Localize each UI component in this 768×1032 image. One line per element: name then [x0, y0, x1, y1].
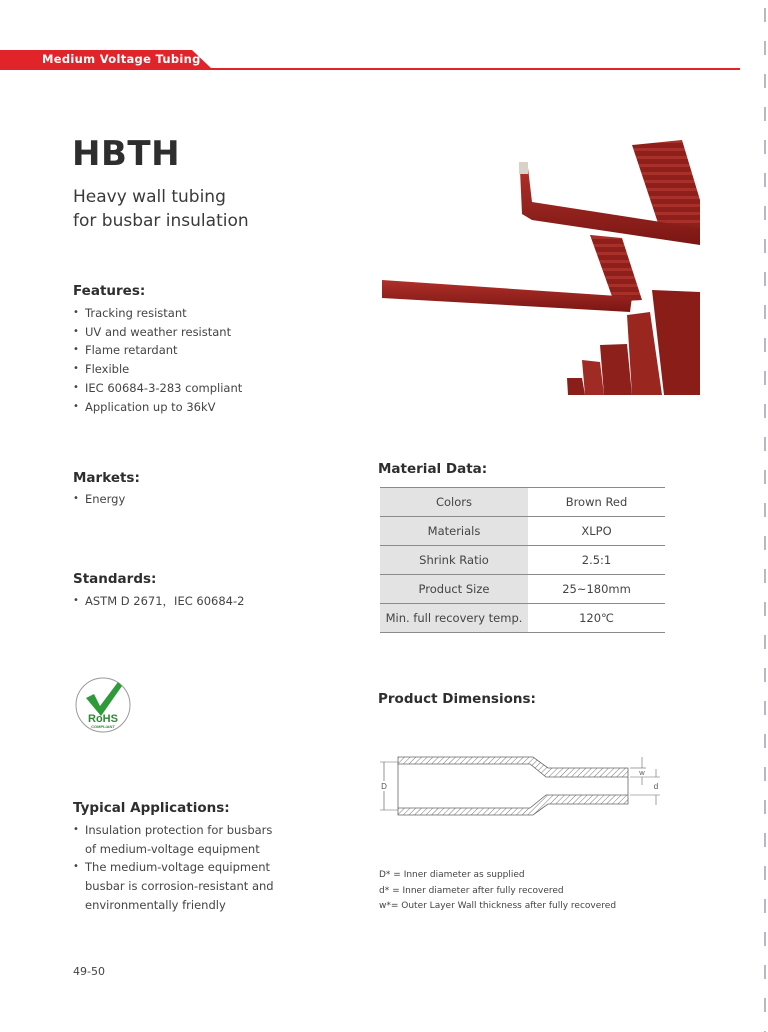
lower-busbar	[382, 280, 632, 312]
table-row	[380, 575, 665, 604]
page-number: 49-50	[73, 965, 105, 978]
application-item	[73, 858, 274, 914]
standard-item: • ASTM D 2671，IEC 60684-2	[73, 592, 244, 611]
features-list	[73, 304, 242, 416]
page-edge-dashes	[764, 8, 766, 1032]
feature-item: • Flame retardant	[73, 341, 242, 360]
table-row	[380, 546, 665, 575]
markets-heading: Markets:	[73, 470, 140, 486]
housing-fin-4	[582, 360, 604, 395]
feature-item: • Application up to 36kV	[73, 398, 242, 417]
table-row	[380, 488, 665, 517]
top-wall	[398, 757, 628, 777]
standards-heading: Standards:	[73, 571, 157, 587]
row-key: Min. full recovery temp.	[380, 604, 528, 633]
rohs-subtext: COMPLIANT	[91, 724, 115, 729]
product-title: HBTH	[72, 134, 181, 174]
market-item: • Energy	[73, 490, 125, 509]
application-item	[73, 821, 274, 858]
row-value: Brown Red	[528, 488, 665, 517]
row-key: Materials	[380, 517, 528, 546]
row-value: 2.5:1	[528, 546, 665, 575]
markets-list	[73, 490, 125, 509]
features-heading: Features:	[73, 283, 146, 299]
product-photo	[382, 140, 700, 395]
feature-item: • Tracking resistant	[73, 304, 242, 323]
header-rule	[0, 68, 740, 70]
feature-item: • IEC 60684-3-283 compliant	[73, 379, 242, 398]
label-w: w	[639, 768, 645, 777]
material-data-table	[380, 487, 665, 633]
application-line: Insulation protection for busbars	[85, 823, 273, 837]
note-d: d* = Inner diameter after fully recovered	[379, 885, 564, 896]
row-value: 25~180mm	[528, 575, 665, 604]
housing-fin-5	[567, 378, 585, 395]
category-label: Medium Voltage Tubing	[42, 52, 201, 66]
material-data-heading: Material Data:	[378, 461, 488, 477]
note-w: w*= Outer Layer Wall thickness after fully recovered	[379, 901, 617, 911]
dimension-notes	[379, 868, 616, 915]
row-key: Product Size	[380, 575, 528, 604]
label-d: d	[653, 782, 659, 791]
table-row	[380, 604, 665, 633]
rohs-compliant-logo	[74, 676, 132, 734]
rohs-text: RoHS	[88, 713, 118, 725]
product-subtitle	[73, 185, 249, 233]
row-key: Shrink Ratio	[380, 546, 528, 575]
note-D: D* = Inner diameter as supplied	[379, 870, 525, 880]
middle-insulator	[590, 235, 642, 302]
label-D: D	[381, 782, 387, 791]
row-value: 120℃	[528, 604, 665, 633]
standards-list	[73, 592, 244, 611]
product-dimensions-heading: Product Dimensions:	[378, 691, 536, 707]
applications-list	[73, 821, 274, 915]
applications-heading: Typical Applications:	[73, 800, 230, 816]
row-key: Colors	[380, 488, 528, 517]
subtitle-line-2: for busbar insulation	[73, 211, 249, 231]
application-line: busbar is corrosion-resistant and	[85, 879, 274, 894]
application-line: environmentally friendly	[85, 897, 226, 912]
bottom-wall	[398, 795, 628, 815]
subtitle-line-1: Heavy wall tubing	[73, 187, 226, 207]
table-row	[380, 517, 665, 546]
feature-item: • Flexible	[73, 360, 242, 379]
housing-fin-3	[600, 344, 632, 395]
tubing-dimension-diagram	[378, 755, 668, 825]
application-line: of medium-voltage equipment	[85, 841, 260, 856]
bar-lug	[519, 162, 528, 174]
application-line: The medium-voltage equipment	[85, 860, 271, 875]
feature-item: • UV and weather resistant	[73, 323, 242, 342]
category-banner	[0, 50, 212, 69]
row-value: XLPO	[528, 517, 665, 546]
